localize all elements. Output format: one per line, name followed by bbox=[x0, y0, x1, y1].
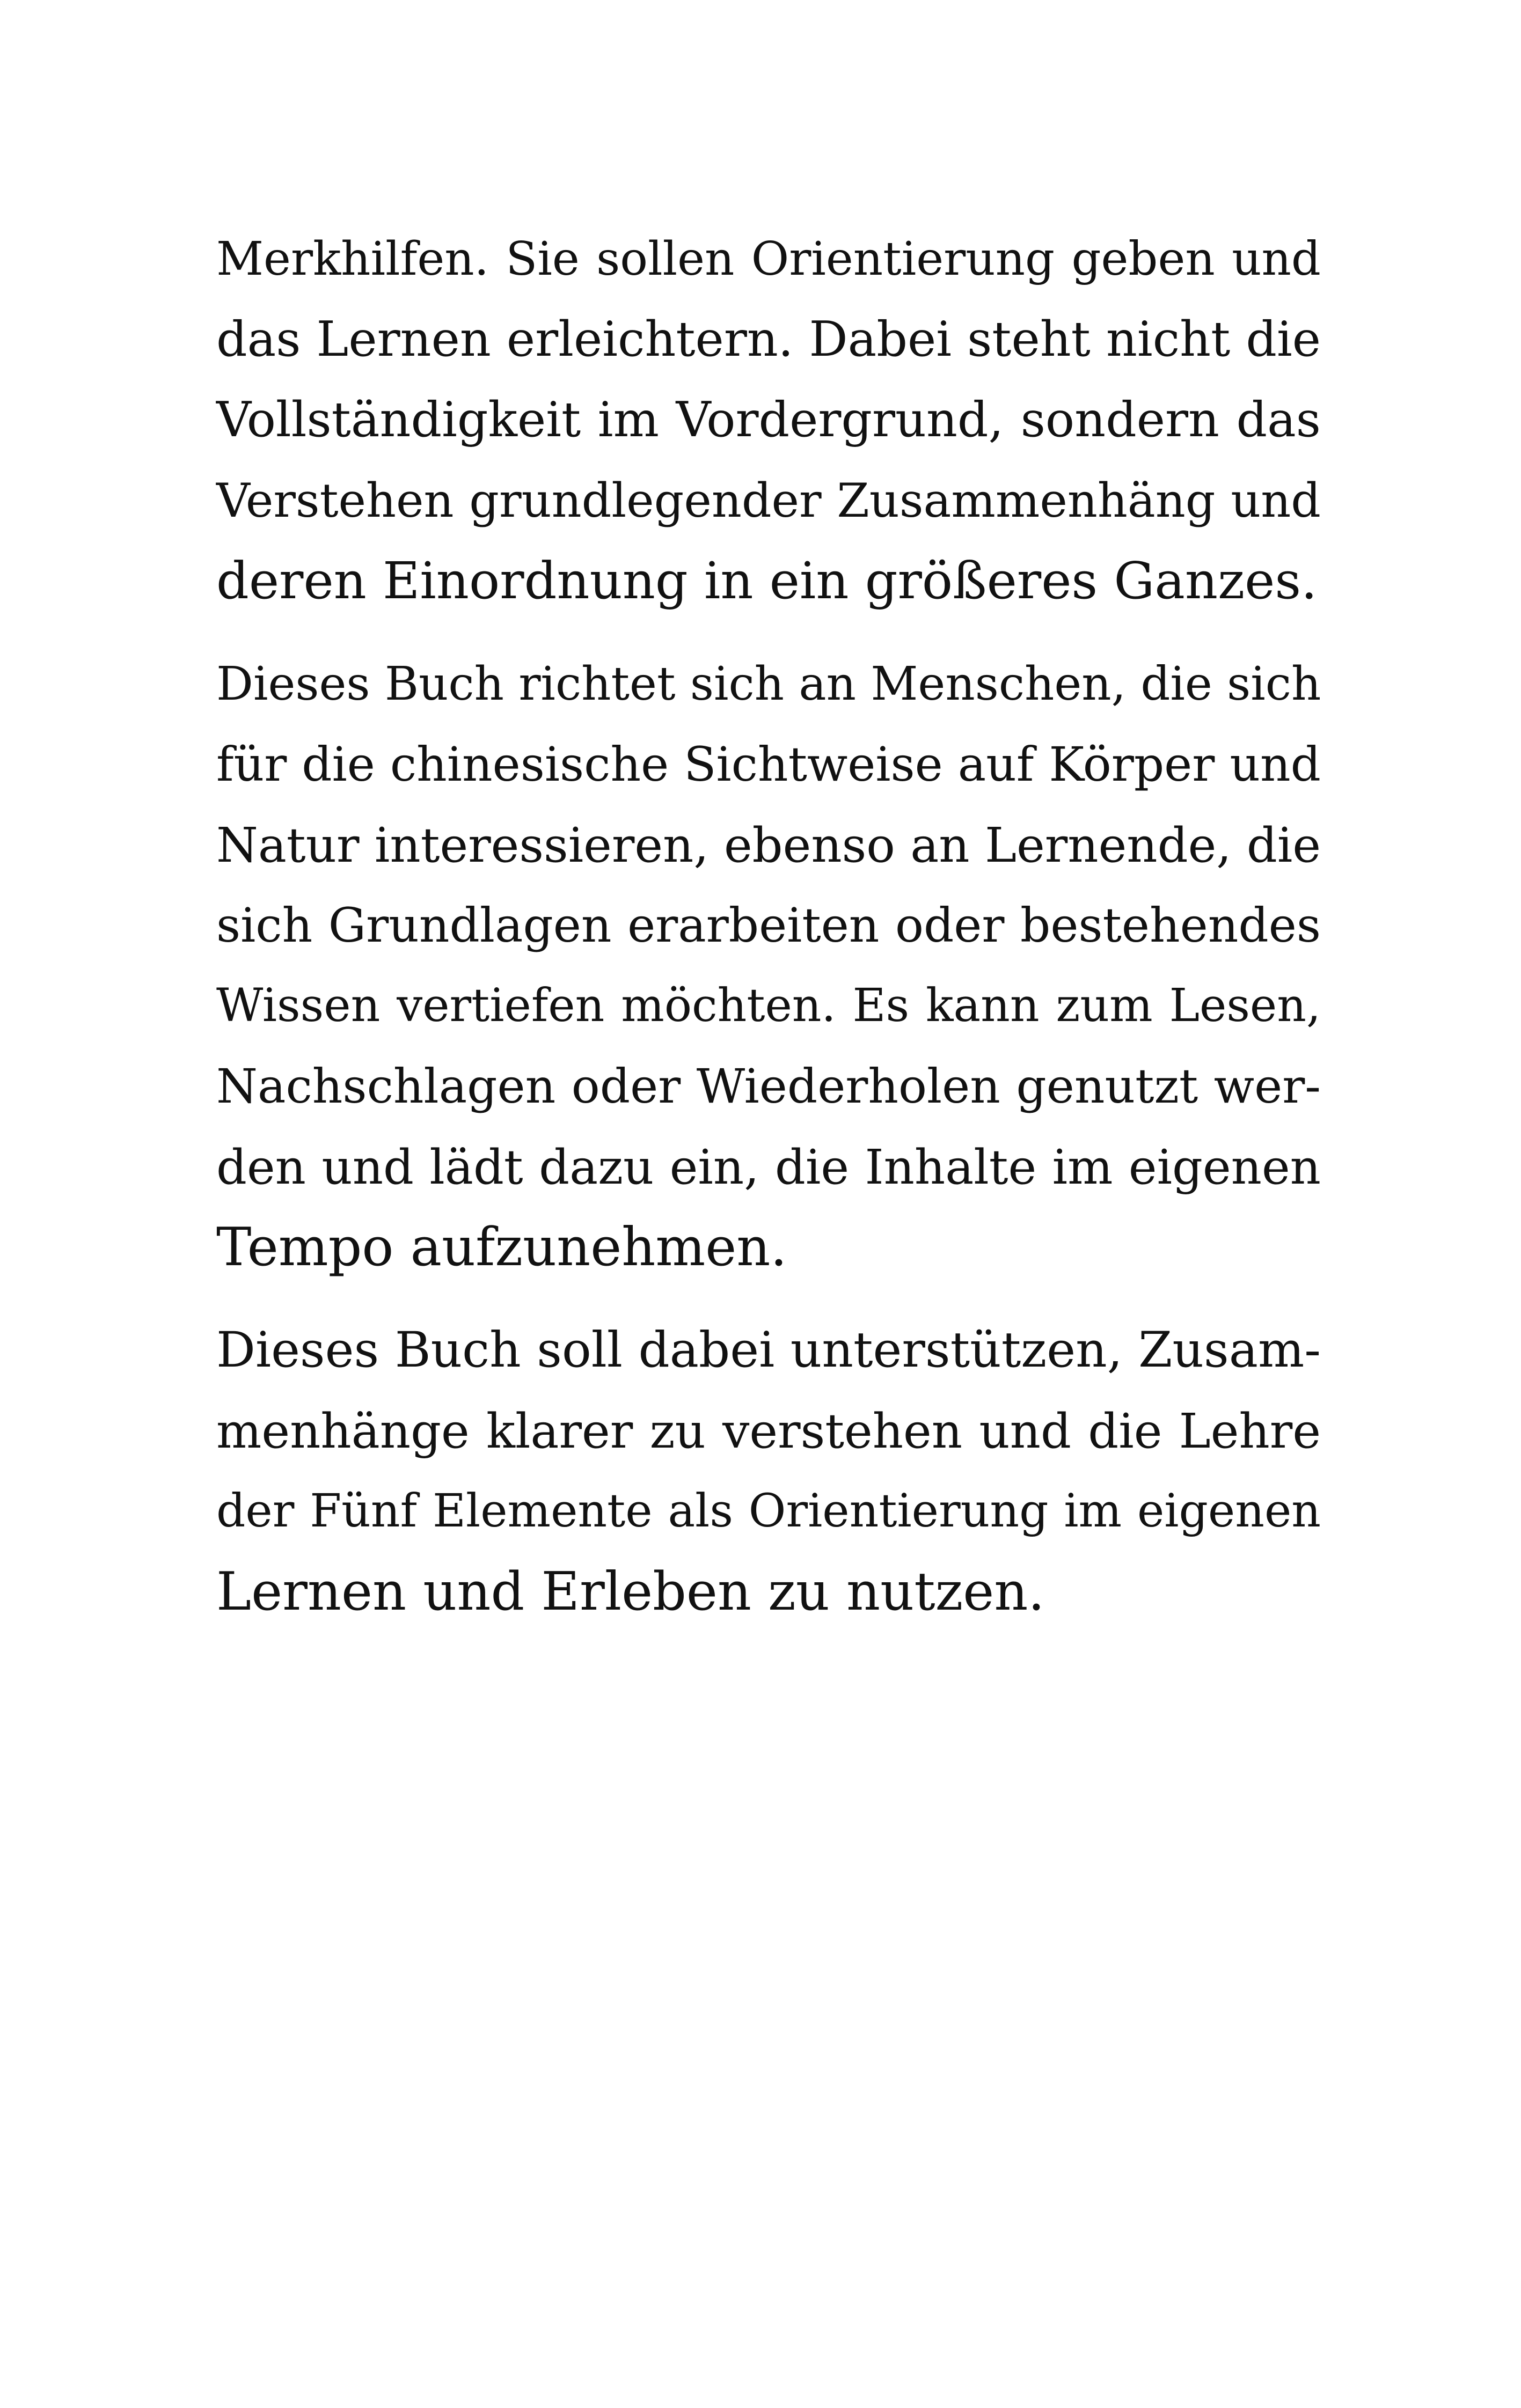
text-line: Lernen und Erleben zu nutzen. bbox=[216, 1561, 1045, 1623]
text-line: Dieses Buch richtet sich an Menschen, die sich bbox=[216, 657, 1321, 711]
text-line: das Lernen erleichtern. Dabei steht nicht die bbox=[216, 311, 1321, 368]
paragraph-1 bbox=[216, 219, 1321, 621]
text-line: sich Grundlagen erarbeiten oder bestehendes bbox=[216, 898, 1321, 953]
body-text bbox=[216, 219, 1321, 1632]
text-line: Natur interessieren, ebenso an Lernende, die bbox=[216, 817, 1321, 873]
text-line: Tempo aufzunehmen. bbox=[216, 1217, 787, 1278]
text-line: deren Einordnung in ein größeres Ganzes. bbox=[216, 552, 1318, 611]
text-line: der Fünf Elemente als Orientierung im eigenen bbox=[216, 1485, 1321, 1538]
text-line: Verstehen grundlegender Zusammenhäng und bbox=[216, 473, 1321, 528]
text-line: Vollständigkeit im Vordergrund, sondern das bbox=[216, 392, 1321, 448]
text-line: den und lädt dazu ein, die Inhalte im eigenen bbox=[216, 1139, 1321, 1195]
text-line: Merkhilfen. Sie sollen Orientierung geben und bbox=[216, 232, 1321, 286]
paragraph-3 bbox=[216, 1310, 1321, 1632]
paragraph-2 bbox=[216, 644, 1321, 1288]
text-line: für die chinesische Sichtweise auf Körper und bbox=[216, 737, 1321, 792]
text-line: menhänge klarer zu verstehen und die Lehre bbox=[216, 1403, 1321, 1459]
text-line: Nachschlagen oder Wiederholen genutzt wer- bbox=[216, 1059, 1321, 1114]
text-line: Wissen vertiefen möchten. Es kann zum Lesen, bbox=[216, 979, 1321, 1032]
text-line: Dieses Buch soll dabei unterstützen, Zusam- bbox=[216, 1322, 1321, 1378]
